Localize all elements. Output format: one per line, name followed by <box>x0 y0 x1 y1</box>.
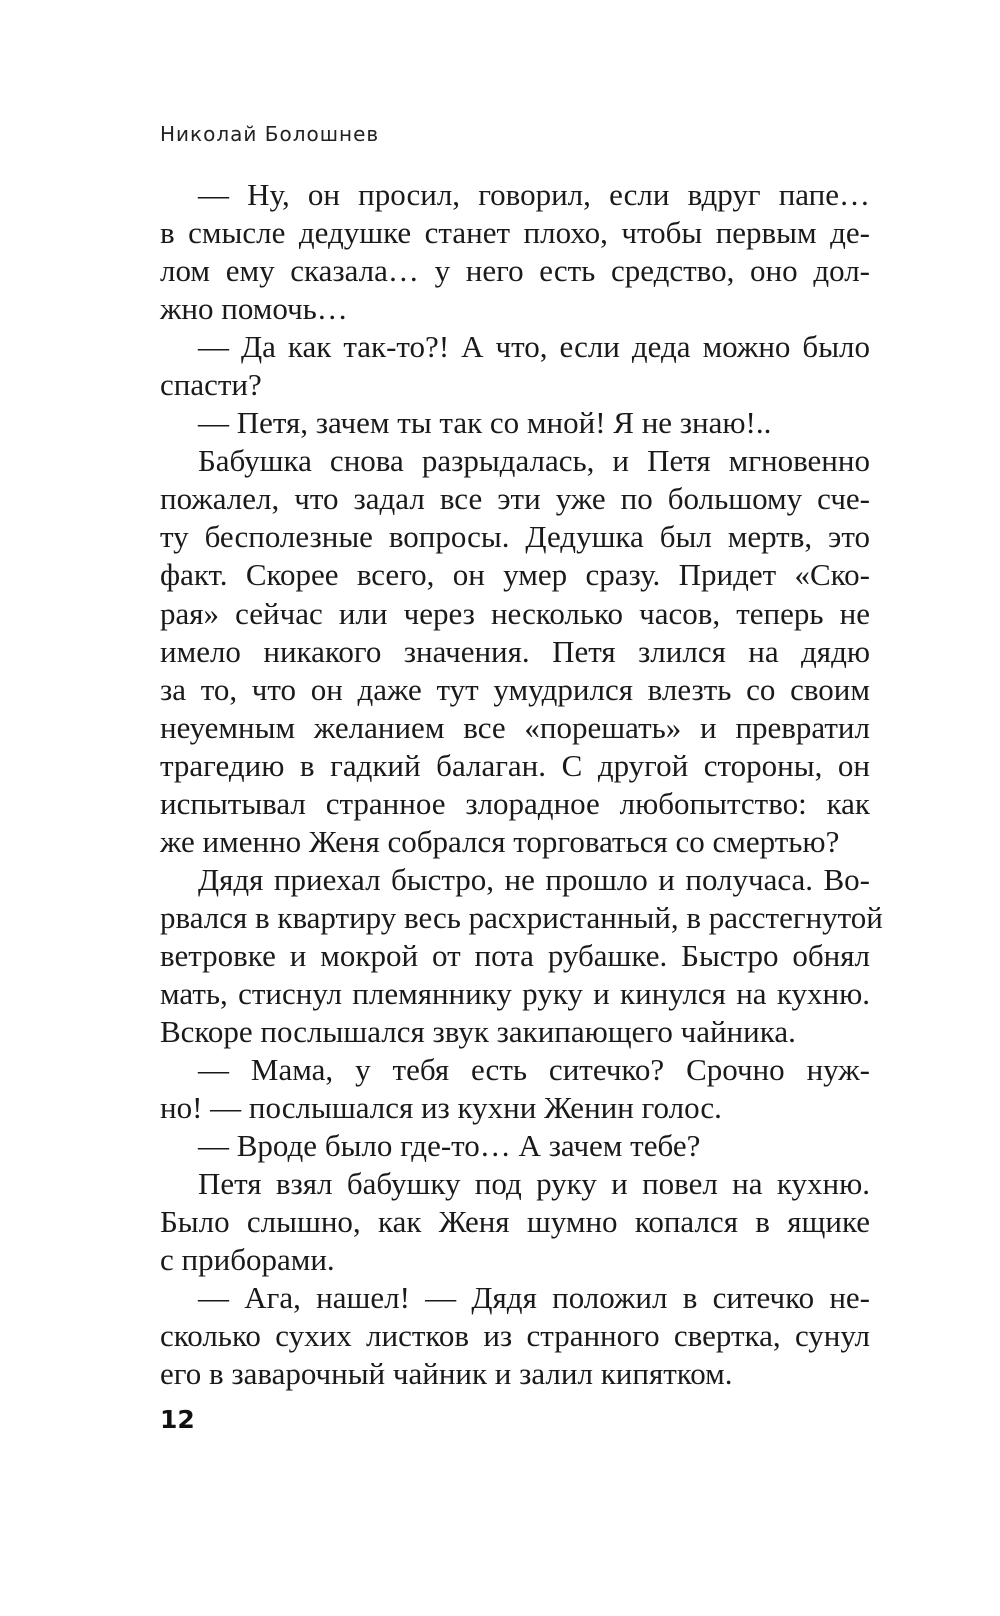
text-line: Было слышно, как Женя шумно копался в ящике <box>160 1204 870 1240</box>
text-line: рвался в квартиру весь расхристанный, в расстегнутой <box>160 899 883 935</box>
text-line: Дядя приехал быстро, не прошло и получаса. Во- <box>198 861 870 897</box>
text-line: жно помочь… <box>160 291 348 327</box>
text-line: мать, стиснул племяннику руку и кинулся на кухню. <box>160 975 870 1011</box>
body-text <box>160 176 883 1394</box>
text-line: Вскоре послышался звук закипающего чайника. <box>160 1014 796 1050</box>
text-line: с приборами. <box>160 1242 335 1278</box>
text-line: в смысле дедушке станет плохо, чтобы первым де- <box>160 215 870 251</box>
text-line: спасти? <box>160 367 262 403</box>
text-line: его в заварочный чайник и залил кипятком. <box>160 1356 733 1392</box>
text-line: пожалел, что задал все эти уже по большому сче- <box>160 481 870 517</box>
text-line: — Вроде было где-то… А зачем тебе? <box>198 1128 701 1164</box>
text-line: — Мама, у тебя есть ситечко? Срочно нуж- <box>198 1052 870 1088</box>
text-line: ту бесполезные вопросы. Дедушка был мертв, это <box>160 519 870 555</box>
text-line: сколько сухих листков из странного свертка, сунул <box>160 1318 870 1354</box>
running-head-author: Николай Болошнев <box>160 122 380 146</box>
text-line: но! — послышался из кухни Женин голос. <box>160 1090 722 1126</box>
text-line: испытывал странное злорадное любопытство: как <box>160 785 870 821</box>
text-line: же именно Женя собрался торговаться со смертью? <box>160 823 840 859</box>
text-line: — Петя, зачем ты так со мной! Я не знаю!.. <box>198 405 772 441</box>
text-line: Бабушка снова разрыдалась, и Петя мгновенно <box>198 443 870 479</box>
text-line: трагедию в гадкий балаган. С другой стороны, он <box>160 747 870 783</box>
text-line: лом ему сказала… у него есть средство, оно дол- <box>160 253 870 289</box>
text-line: — Ага, нашел! — Дядя положил в ситечко не- <box>198 1280 870 1316</box>
text-line: факт. Скорее всего, он умер сразу. Придет «Ско- <box>160 557 870 593</box>
text-line: — Ну, он просил, говорил, если вдруг папе… <box>198 177 870 212</box>
text-line: рая» сейчас или через несколько часов, теперь не <box>160 595 870 631</box>
text-line: Петя взял бабушку под руку и повел на кухню. <box>198 1166 870 1202</box>
text-line: за то, что он даже тут умудрился влезть со своим <box>160 671 870 707</box>
text-line: неуемным желанием все «порешать» и превратил <box>160 709 870 745</box>
text-line: имело никакого значения. Петя злился на дядю <box>160 633 870 669</box>
text-line: ветровке и мокрой от пота рубашке. Быстро обнял <box>160 937 870 973</box>
page-number: 12 <box>160 1405 195 1434</box>
text-line: — Да как так-то?! А что, если деда можно было <box>198 329 870 365</box>
